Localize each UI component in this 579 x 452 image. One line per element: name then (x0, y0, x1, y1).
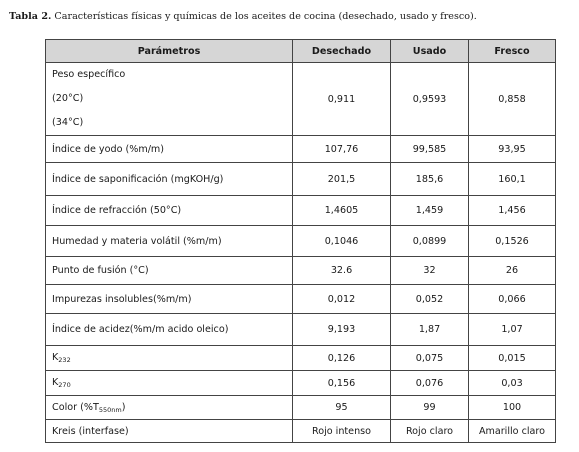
param-cell (46, 63, 293, 136)
param-subscript: 270 (58, 381, 71, 389)
table-row (46, 285, 556, 314)
value-usado: 185,6 (391, 163, 469, 196)
param-subscript: 550nm (98, 405, 122, 414)
param-symbol: Color (%T (52, 401, 99, 413)
caption-label: Tabla 2. (9, 11, 52, 22)
param-cell: Índice de refracción (50°C) (46, 196, 293, 226)
value-desechado: 0,1046 (293, 226, 391, 257)
value-usado: 0,052 (391, 285, 469, 314)
caption-text: Características físicas y químicas de los aceites de cocina (desechado, usado y fresco). (51, 11, 477, 22)
param-suffix: ) (121, 401, 126, 413)
header-fresco: Fresco (469, 40, 556, 63)
table-row (46, 226, 556, 257)
value-fresco: 0,03 (469, 371, 556, 396)
param-cell: Índice de acidez(%m/m acido oleico) (46, 314, 293, 346)
param-symbol: K (52, 377, 59, 388)
value-fresco: 93,95 (469, 136, 556, 163)
value-desechado: 9,193 (293, 314, 391, 346)
value-fresco: 0,015 (469, 346, 556, 371)
value-desechado: 0,911 (293, 63, 391, 136)
value-desechado: 1,4605 (293, 196, 391, 226)
value-desechado: Rojo intenso (293, 420, 391, 443)
value-desechado: 107,76 (293, 136, 391, 163)
value-usado: 32 (391, 257, 469, 285)
table-row (46, 346, 556, 371)
value-usado: 0,076 (391, 371, 469, 396)
table-row (46, 196, 556, 226)
param-label: Peso específico (52, 69, 126, 80)
value-fresco: 0,1526 (469, 226, 556, 257)
param-cell (46, 346, 293, 371)
param-cell: Humedad y materia volátil (%m/m) (46, 226, 293, 257)
value-usado: 1,87 (391, 314, 469, 346)
value-desechado: 201,5 (293, 163, 391, 196)
value-fresco: 26 (469, 257, 556, 285)
value-usado: 1,459 (391, 196, 469, 226)
table-row (46, 371, 556, 396)
param-cell (46, 396, 293, 420)
value-usado: 99,585 (391, 136, 469, 163)
param-cell (46, 371, 293, 396)
value-desechado: 0,126 (293, 346, 391, 371)
param-cell: Índice de saponificación (mgKOH/g) (46, 163, 293, 196)
value-desechado: 0,156 (293, 371, 391, 396)
value-fresco: Amarillo claro (469, 420, 556, 443)
value-usado: 99 (391, 396, 469, 420)
header-row (46, 40, 556, 63)
table-row-peso-especifico (46, 63, 556, 136)
param-cell: Índice de yodo (%m/m) (46, 136, 293, 163)
value-fresco: 1,07 (469, 314, 556, 346)
value-desechado: 0,012 (293, 285, 391, 314)
properties-table (45, 39, 556, 443)
value-usado: 0,0899 (391, 226, 469, 257)
param-cell: Kreis (interfase) (46, 420, 293, 443)
value-fresco: 0,066 (469, 285, 556, 314)
value-usado: Rojo claro (391, 420, 469, 443)
table-row (46, 396, 556, 420)
value-usado: 0,9593 (391, 63, 469, 136)
header-desechado: Desechado (293, 40, 391, 63)
param-condition: (34°C) (52, 117, 84, 128)
header-usado: Usado (391, 40, 469, 63)
table-row (46, 163, 556, 196)
value-fresco: 0,858 (469, 63, 556, 136)
value-desechado: 95 (293, 396, 391, 420)
param-cell: Impurezas insolubles(%m/m) (46, 285, 293, 314)
param-condition: (20°C) (52, 93, 84, 104)
param-cell: Punto de fusión (°C) (46, 257, 293, 285)
table-row (46, 420, 556, 443)
table-row (46, 257, 556, 285)
value-fresco: 100 (469, 396, 556, 420)
table-row (46, 314, 556, 346)
value-fresco: 160,1 (469, 163, 556, 196)
param-symbol: K (52, 352, 59, 363)
param-subscript: 232 (58, 356, 71, 364)
value-desechado: 32.6 (293, 257, 391, 285)
table-row (46, 136, 556, 163)
value-fresco: 1,456 (469, 196, 556, 226)
header-parametros: Parámetros (46, 40, 293, 63)
table-caption (9, 10, 574, 23)
value-usado: 0,075 (391, 346, 469, 371)
